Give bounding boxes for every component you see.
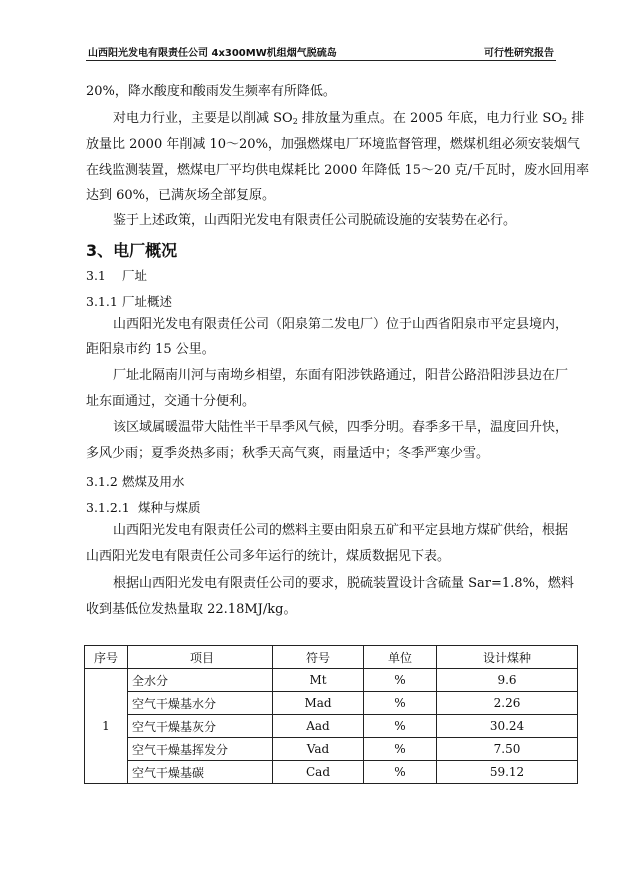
paragraph-line: 20%，降水酸度和酸雨发生频率有所降低。 bbox=[86, 84, 336, 99]
table-cell-value: 2.26 bbox=[437, 692, 578, 715]
table-row bbox=[85, 761, 578, 784]
table-cell-item: 全水分 bbox=[128, 669, 273, 692]
paragraph-line: 该区域属暖温带大陆性半干旱季风气候，四季分明。春季多干旱，温度回升快， bbox=[113, 420, 569, 435]
paragraph-line: 多风少雨；夏季炎热多雨；秋季天高气爽，雨量适中；冬季严寒少雪。 bbox=[86, 446, 490, 461]
paragraph-line: 山西阳光发电有限责任公司（阳泉第二发电厂）位于山西省阳泉市平定县境内， bbox=[113, 317, 569, 332]
table-cell-symbol: Vad bbox=[273, 738, 364, 761]
subsection-heading: 3.1.2.1 煤种与煤质 bbox=[86, 500, 201, 515]
paragraph-line: 厂址北隔南川河与南坳乡相望，东面有阳涉铁路通过，阳昔公路沿阳涉县边在厂 bbox=[113, 368, 569, 383]
table-cell-unit: % bbox=[364, 692, 437, 715]
paragraph-line: 达到 60%，已满灰场全部复原。 bbox=[86, 188, 276, 203]
table-header-cell: 序号 bbox=[85, 646, 128, 669]
page-header bbox=[86, 40, 556, 61]
paragraph-line: 距阳泉市约 15 公里。 bbox=[86, 342, 215, 357]
table-cell-item: 空气干燥基水分 bbox=[128, 692, 273, 715]
table-cell-value: 7.50 bbox=[437, 738, 578, 761]
paragraph-line: 址东面通过，交通十分便利。 bbox=[86, 394, 256, 409]
paragraph-line: 山西阳光发电有限责任公司多年运行的统计，煤质数据见下表。 bbox=[86, 549, 451, 564]
table-header-cell: 符号 bbox=[273, 646, 364, 669]
table-cell-unit: % bbox=[364, 761, 437, 784]
table-header-cell: 项目 bbox=[128, 646, 273, 669]
table-row bbox=[85, 692, 578, 715]
table-cell-item: 空气干燥基挥发分 bbox=[128, 738, 273, 761]
table-cell-unit: % bbox=[364, 738, 437, 761]
table-cell-item: 空气干燥基碳 bbox=[128, 761, 273, 784]
table-cell-item: 空气干燥基灰分 bbox=[128, 715, 273, 738]
table-cell-value: 59.12 bbox=[437, 761, 578, 784]
paragraph-line: 根据山西阳光发电有限责任公司的要求，脱硫装置设计含硫量 Sar=1.8%，燃料 bbox=[113, 576, 574, 591]
table-header-cell: 单位 bbox=[364, 646, 437, 669]
paragraph-line: 鉴于上述政策，山西阳光发电有限责任公司脱硫设施的安装势在必行。 bbox=[113, 213, 517, 228]
table-row bbox=[85, 715, 578, 738]
table-row bbox=[85, 669, 578, 692]
table-cell-group-number: 1 bbox=[85, 669, 128, 784]
table-cell-symbol: Mt bbox=[273, 669, 364, 692]
paragraph-line: 在线监测装置，燃煤电厂平均供电煤耗比 2000 年降低 15～20 克/千瓦时，废水回用率 bbox=[86, 163, 590, 178]
table-cell-symbol: Mad bbox=[273, 692, 364, 715]
subsection-heading: 3.1.2 燃煤及用水 bbox=[86, 474, 185, 489]
paragraph-line: 放量比 2000 年削减 10～20%，加强燃煤电厂环境监督管理，燃煤机组必须安装烟气 bbox=[86, 137, 580, 152]
header-title: 山西阳光发电有限责任公司 4x300MW机组烟气脱硫岛 bbox=[88, 48, 337, 59]
table-cell-value: 9.6 bbox=[437, 669, 578, 692]
table-cell-unit: % bbox=[364, 715, 437, 738]
paragraph-line: 山西阳光发电有限责任公司的燃料主要由阳泉五矿和平定县地方煤矿供给，根据 bbox=[113, 523, 569, 538]
table-cell-symbol: Aad bbox=[273, 715, 364, 738]
table-cell-value: 30.24 bbox=[437, 715, 578, 738]
table-cell-symbol: Cad bbox=[273, 761, 364, 784]
table-header-row bbox=[85, 646, 578, 669]
subsection-heading: 3.1 厂址 bbox=[86, 268, 148, 283]
subsection-heading: 3.1.1 厂址概述 bbox=[86, 294, 173, 309]
table-header-cell: 设计煤种 bbox=[437, 646, 578, 669]
paragraph-line: 对电力行业，主要是以削减 $SO_2$ 排放量为重点。在 2005 年底，电力行业 $SO_2$ 排 bbox=[113, 111, 585, 126]
paragraph-line: 收到基低位发热量取 22.18MJ/kg。 bbox=[86, 602, 297, 617]
table-row bbox=[85, 738, 578, 761]
header-report-type: 可行性研究报告 bbox=[484, 48, 554, 59]
table-cell-unit: % bbox=[364, 669, 437, 692]
section-heading: 3、电厂概况 bbox=[86, 241, 178, 260]
coal-quality-table bbox=[84, 645, 578, 784]
